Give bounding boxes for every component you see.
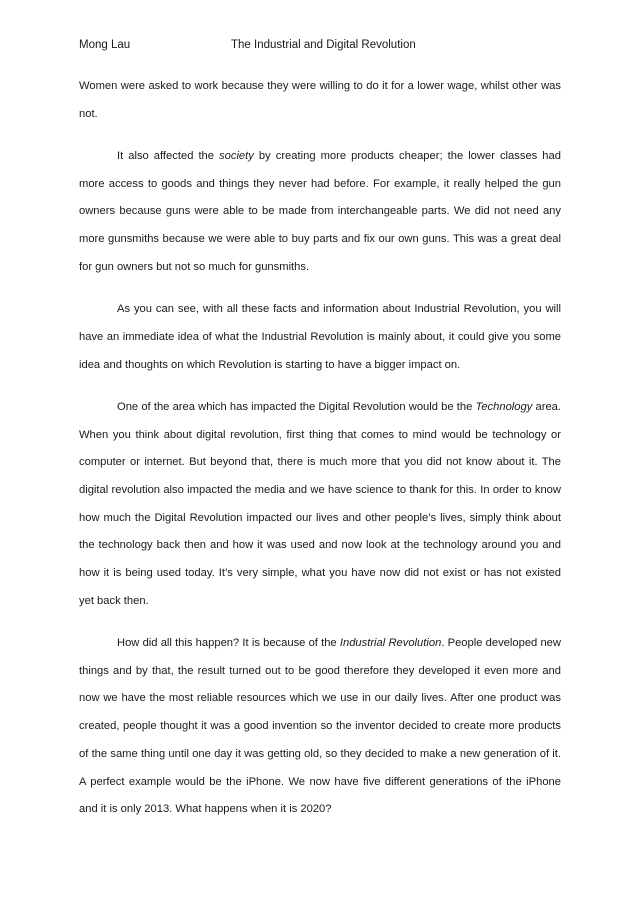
emphasis-technology: Technology (475, 400, 533, 413)
paragraph-text: Women were asked to work because they were willing to do it for a lower wage, whilst other was not. (79, 80, 561, 120)
emphasis-society: society (219, 150, 254, 162)
document-body (79, 73, 561, 839)
paragraph-text: It also affected the (117, 150, 220, 162)
paragraph-text: How did all this happen? It is because of the (117, 637, 340, 650)
paragraph-text: . People developed new things and by that, the result turned out to be good therefore they developed it even more and now we have the most reliable resources which we use in our daily lives. After one product was created, people thought it was a good invention so the inventor decided to create more products of the same thing until one day it was getting old, so they decided to make a new generation of it. A perfect example would be the iPhone. We now have five different generations of the iPhone and it is only 2013. What happens when it is 2020? (79, 637, 561, 816)
paragraph-2 (79, 143, 561, 282)
paragraph-5 (79, 630, 561, 824)
paragraph-1 (79, 73, 561, 128)
paragraph-text: area. When you think about digital revolution, first thing that comes to mind would be technology or computer or internet. But beyond that, there is much more that you did not know about it. The digital revolution also impacted the media and we have science to thank for this. In order to know how much the Digital Revolution impacted our lives and other people’s lives, simply think about the technology back then and how it was used and now look at the technology around you and how it is being used today. It’s very simple, what you have now did not exist or has not existed yet back then. (79, 400, 562, 607)
paragraph-text: One of the area which has impacted the Digital Revolution would be the (117, 400, 476, 413)
paragraph-3 (79, 296, 561, 379)
paragraph-4 (79, 394, 561, 616)
header-author: Mong Lau (79, 39, 131, 51)
paragraph-text: As you can see, with all these facts and information about Industrial Revolution, you will have an immediate idea of what the Industrial Revolution is mainly about, it could give you some idea and thoughts on which Revolution is starting to have a bigger impact on. (79, 303, 561, 371)
emphasis-industrial-revolution: Industrial Revolution (339, 637, 442, 650)
header-title: The Industrial and Digital Revolution (231, 39, 416, 51)
paragraph-text: by creating more products cheaper; the lower classes had more access to goods and things they never had before. For example, it really helped the gun owners because guns were able to be made from interchangeable parts. We did not need any more gunsmiths because we were able to buy parts and fix our own guns. This was a great deal for gun owners but not so much for gunsmiths. (79, 150, 561, 273)
